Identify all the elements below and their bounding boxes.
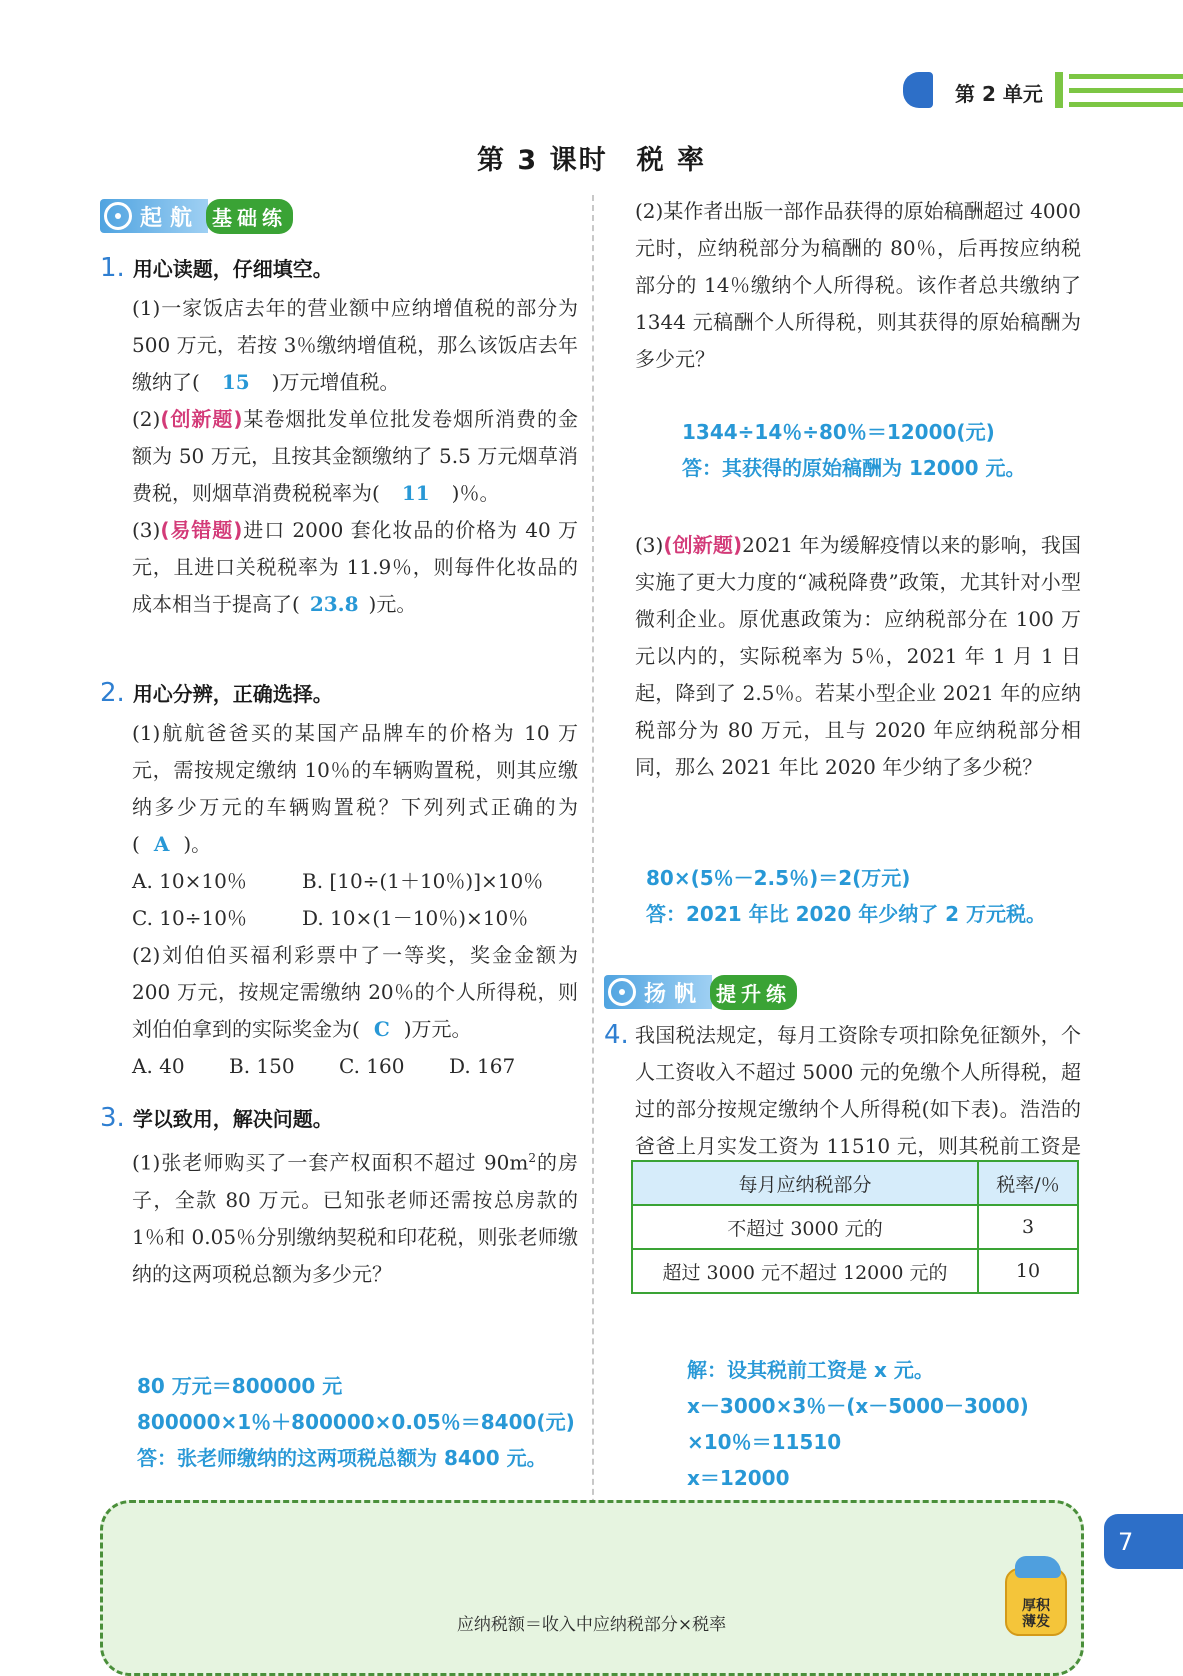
section-header-basic — [100, 198, 293, 234]
answer-1-3: 23.8 — [309, 592, 359, 616]
tag-innovation: (创新题) — [663, 533, 743, 557]
question-2-1-options: A. 10×10％ B. [10÷(1＋10％)]×10％ C. 10÷10％ D. 10×(1－10％)×10％ — [132, 869, 544, 930]
answer-2-1: A — [153, 832, 170, 856]
formula-box — [100, 1500, 1084, 1676]
answer-3-2: 1344÷14％÷80％＝12000(元) 答：其获得的原始稿酬为 12000 元。 — [682, 420, 1026, 480]
answer-2-2: C — [373, 1017, 390, 1041]
answer-3-1: 80 万元＝800000 元 800000×1％＋800000×0.05％＝8400(元) 答：张老师缴纳的这两项税总额为 8400 元。 — [137, 1374, 575, 1470]
question-3-3-text: (3)(创新题)2021 年为缓解疫情以来的影响，我国实施了更大力度的“减税降费”政策，尤其针对小型微利企业。原优惠政策为：应纳税部分在 100 万元以内的，实际税率为 5％，2021 年 1 月 1 日起，降到了 2.5％。若某小型企业 2021 年的应纳税部分为 80 万元，且与 2020 年应纳税部分相同，那么 2021 年比 2020 年少纳了多少税？ — [635, 533, 1081, 779]
unit-tab-marker — [903, 72, 933, 108]
answer-1-1: 15 — [221, 370, 250, 394]
formula-text: 应纳税额＝收入中应纳税部分×税率 — [456, 1615, 727, 1635]
unit-tab — [903, 70, 1183, 112]
tag-error-prone: (易错题) — [160, 518, 243, 542]
section-title: 起航 — [140, 205, 201, 231]
question-3-2-text: (2)某作者出版一部作品获得的原始稿酬超过 4000 元时，应纳税部分为稿酬的 80％，后再按应纳税部分的 14％缴纳个人所得税。该作者总共缴纳了 1344 元稿酬个人所得税，则其获得的原始稿酬为多少元？ — [635, 199, 1081, 371]
tag-innovation: (创新题) — [160, 407, 243, 431]
section-title: 扬帆 — [644, 981, 705, 1007]
question-4-heading — [604, 1020, 637, 1050]
question-number: 4. — [604, 1020, 629, 1050]
sail-icon — [608, 978, 636, 1006]
answer-4: 解：设其税前工资是 x 元。 x－3000×3％－(x－5000－3000) ×10％＝11510 x＝12000 — [687, 1358, 1029, 1490]
table-row: 超过 3000 元不超过 12000 元的 10 — [632, 1249, 1078, 1293]
tax-rate-table — [631, 1160, 1079, 1294]
answer-3-3: 80×(5％－2.5％)＝2(万元) 答：2021 年比 2020 年少纳了 2 万元税。 — [646, 866, 1047, 926]
question-title: 用心分辨，正确选择。 — [132, 682, 333, 706]
question-2-heading — [100, 678, 333, 708]
question-number: 3. — [100, 1103, 125, 1133]
question-number: 2. — [100, 678, 125, 708]
question-title: 用心读题，仔细填空。 — [132, 257, 333, 281]
unit-label: 第 2 单元 — [955, 82, 1043, 106]
section-subtitle: 基础练 — [206, 199, 293, 234]
question-3-1-text: (1)张老师购买了一套产权面积不超过 $90m^2$的房子，全款 80 万元。已知张老师还需按总房款的 1％和 0.05％分别缴纳契税和印花税，则张老师缴纳的这两项税总额为多少元？ — [132, 1150, 578, 1286]
table-header-row: 每月应纳税部分 税率/％ — [632, 1161, 1078, 1205]
question-4-text: 我国税法规定，每月工资除专项扣除免征额外，个人工资收入不超过 5000 元的免缴个人所得税，超过的部分按规定缴纳个人所得税(如下表)。浩浩的爸爸上月实发工资为 11510 元，则其税前工资是 — [635, 1023, 1081, 1158]
page-number: 7 — [1104, 1514, 1183, 1569]
question-2-1-text: (1)航航爸爸买的某国产品牌车的价格为 10 万元，需按规定缴纳 10％的车辆购置税，则其应缴纳多少万元的车辆购置税？下列列式正确的为( A )。 — [132, 721, 578, 856]
question-2-2-text: (2)刘伯伯买福利彩票中了一等奖，奖金金额为 200 万元，按规定需缴纳 20％的个人所得税，则刘伯伯拿到的实际奖金为( C )万元。 — [132, 943, 578, 1041]
section-header-advanced — [604, 974, 797, 1010]
badge: 厚积 薄发 — [1005, 1568, 1067, 1636]
question-1-heading — [100, 253, 333, 283]
dolphin-icon — [1015, 1556, 1061, 1578]
question-2-2-options: A. 40 B. 150 C. 160 D. 167 — [132, 1054, 516, 1078]
question-1-text: (1)一家饭店去年的营业额中应纳增值税的部分为 500 万元，若按 3％缴纳增值税，那么该饭店去年缴纳了( 15 )万元增值税。 (2)(创新题)某卷烟批发单位批发卷烟所消费的金额为 50 万元，且按其金额缴纳了 5.5 万元烟草消费税，则烟草消费税税率为( 11 )％。 (3)(易错题)进口 2000 套化妆品的价格为 40 万元，且进口关税税率为 11.9％，则每件化妆品的成本相当于提高了( 23.8 )元。 — [132, 296, 579, 616]
question-title: 学以致用，解决问题。 — [132, 1107, 333, 1131]
question-number: 1. — [100, 253, 125, 283]
question-3-heading — [100, 1103, 333, 1133]
section-subtitle: 提升练 — [710, 975, 797, 1010]
page-title: 第 3 课时 税 率 — [477, 145, 706, 176]
header-stripes — [1055, 72, 1183, 108]
column-divider — [592, 195, 594, 1545]
answer-1-2: 11 — [401, 481, 430, 505]
ship-wheel-icon — [104, 202, 132, 230]
table-row: 不超过 3000 元的 3 — [632, 1205, 1078, 1249]
